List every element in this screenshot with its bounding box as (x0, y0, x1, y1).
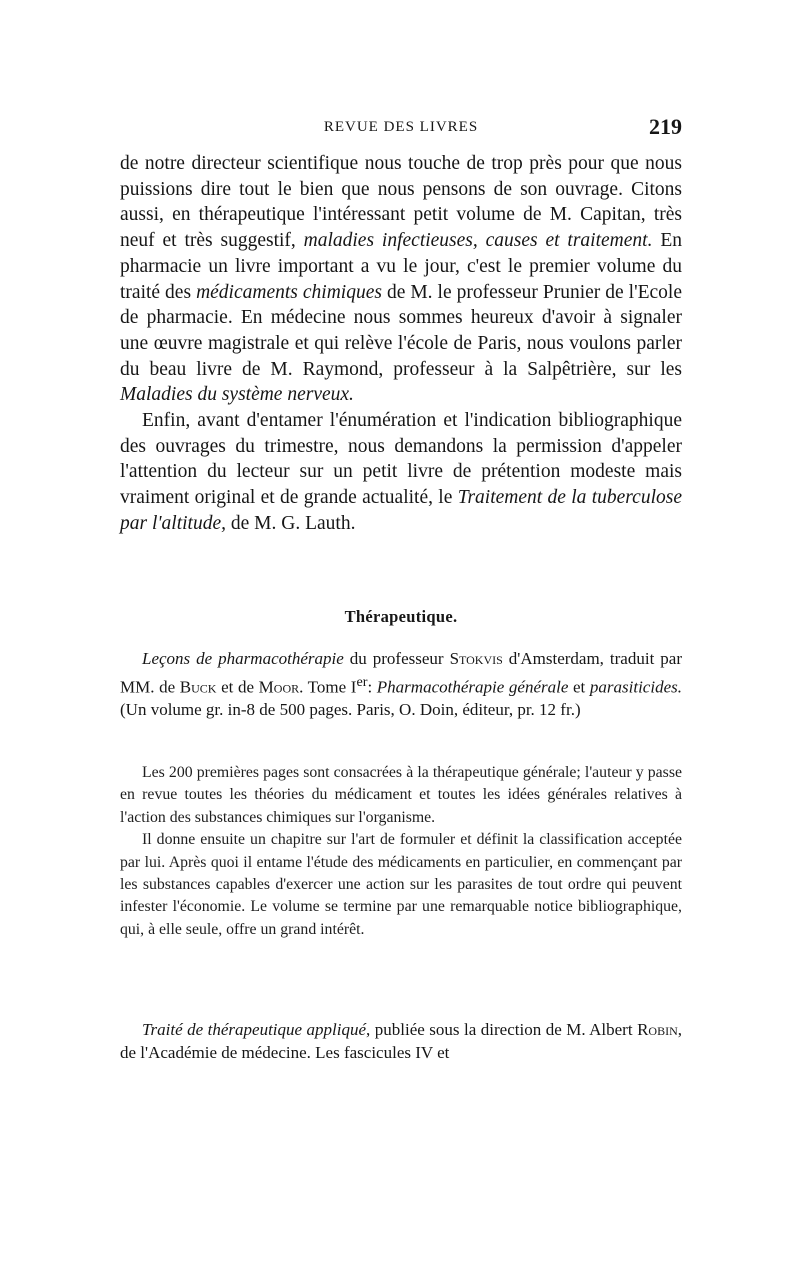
p1-text-3: de M. le professeur Prunier de l'Ecole de pharmacie. En médecine nous sommes heureux d'avoir à signaler une œuvre magistrale et qui relève l'école de Paris, nous voulons parler du beau livre de M. Raymond, professeur à la Salpêtrière, sur les (120, 281, 682, 380)
running-title: REVUE DES LIVRES (323, 119, 479, 135)
p2-text-2: de M. G. Lauth. (226, 512, 356, 534)
summary-paragraph-2: Il donne ensuite un chapitre sur l'art de formuler et définit la classification acceptée par lui. Après quoi il entame l'étude des médicaments en particulier, en commençant par les substances capables d'exercer une action sur les parasites de tout ordre qui peuvent infester l'économie. Le volume se termine par une remarquable notice bibliographique, qui, à elle seule, offre un grand intérêt. (120, 831, 682, 938)
entry-1-text-5: : (367, 677, 377, 697)
entry-1-tome-superscript: er (356, 673, 368, 690)
entry-2-text-1: , publiée sous la direction de M. Albert (366, 1020, 638, 1039)
p2-italic-title: Traitement de la tuberculose par l'altitude, (120, 487, 682, 534)
summary-paragraph-1: Les 200 premières pages sont consacrées à la thérapeutique générale; l'auteur y passe en revue toutes les théories du médicament et toutes les idées générales relatives à l'action des substances chimiques sur l'organisme. (120, 764, 682, 826)
paragraph-2 (120, 408, 682, 537)
entry-1-publication-info: (Un volume gr. in-8 de 500 pages. Paris, O. Doin, éditeur, pr. 12 fr.) (120, 699, 581, 719)
entry-1-translator-2: Moor (258, 677, 300, 697)
entry-1-author: Stokvis (449, 649, 503, 668)
p2-text-1: Enfin, avant d'entamer l'énumération et l'indication bibliographique des ouvrages du trimestre, nous demandons la permission d'appeler l'attention du lecteur sur un petit livre de prétention modeste mais vraiment original et de grande actualité, le (120, 410, 682, 509)
paragraph-1 (120, 151, 682, 408)
entry-1-subtitle-2: parasiticides. (589, 677, 682, 697)
p1-italic-title-2: médicaments chimiques (196, 281, 382, 303)
entry-2-author: Robin (637, 1020, 678, 1039)
section-heading: Thérapeutique. (344, 607, 458, 626)
p1-italic-title-3: Maladies du système nerveux. (120, 384, 354, 406)
entry-1-text-2: d'Amsterdam, traduit par MM. de (120, 649, 682, 697)
entry-1-subtitle-1: Pharmacothérapie générale (376, 677, 569, 697)
entry-1-title: Leçons de pharmacothérapie (142, 649, 344, 668)
running-head (120, 114, 682, 144)
p1-text-1: de notre directeur scientifique nous touche de trop près pour que nous puissions dire tout le bien que nous pensons de son ouvrage. Citons aussi, en thérapeutique l'intéressant petit volume de M. Capitan, très neuf et très suggestif, (120, 153, 682, 252)
entry-2-citation (120, 1019, 682, 1064)
body-text (120, 151, 682, 537)
bibliography-entry-2 (120, 1019, 682, 1064)
entry-2-title: Traité de thérapeutique appliqué (142, 1020, 367, 1039)
p1-italic-title-1: maladies infectieuses, causes et traitement. (303, 230, 653, 252)
bibliography-entry-1 (120, 648, 682, 721)
p1-text-2: En pharmacie un livre important a vu le jour, c'est le premier volume du traité des (120, 230, 682, 303)
page-number: 219 (649, 114, 682, 139)
entry-2-text-2: , de l'Académie de médecine. Les fascicules IV et (120, 1020, 682, 1062)
entry-1-summary (120, 762, 682, 941)
entry-1-translator-1: Buck (179, 677, 217, 697)
entry-1-text-1: du professeur (343, 649, 450, 668)
entry-1-text-4: . Tome I (299, 677, 357, 697)
entry-1-text-3: et de (216, 677, 259, 697)
entry-1-citation (120, 648, 682, 721)
entry-1-text-6: et (568, 677, 590, 697)
